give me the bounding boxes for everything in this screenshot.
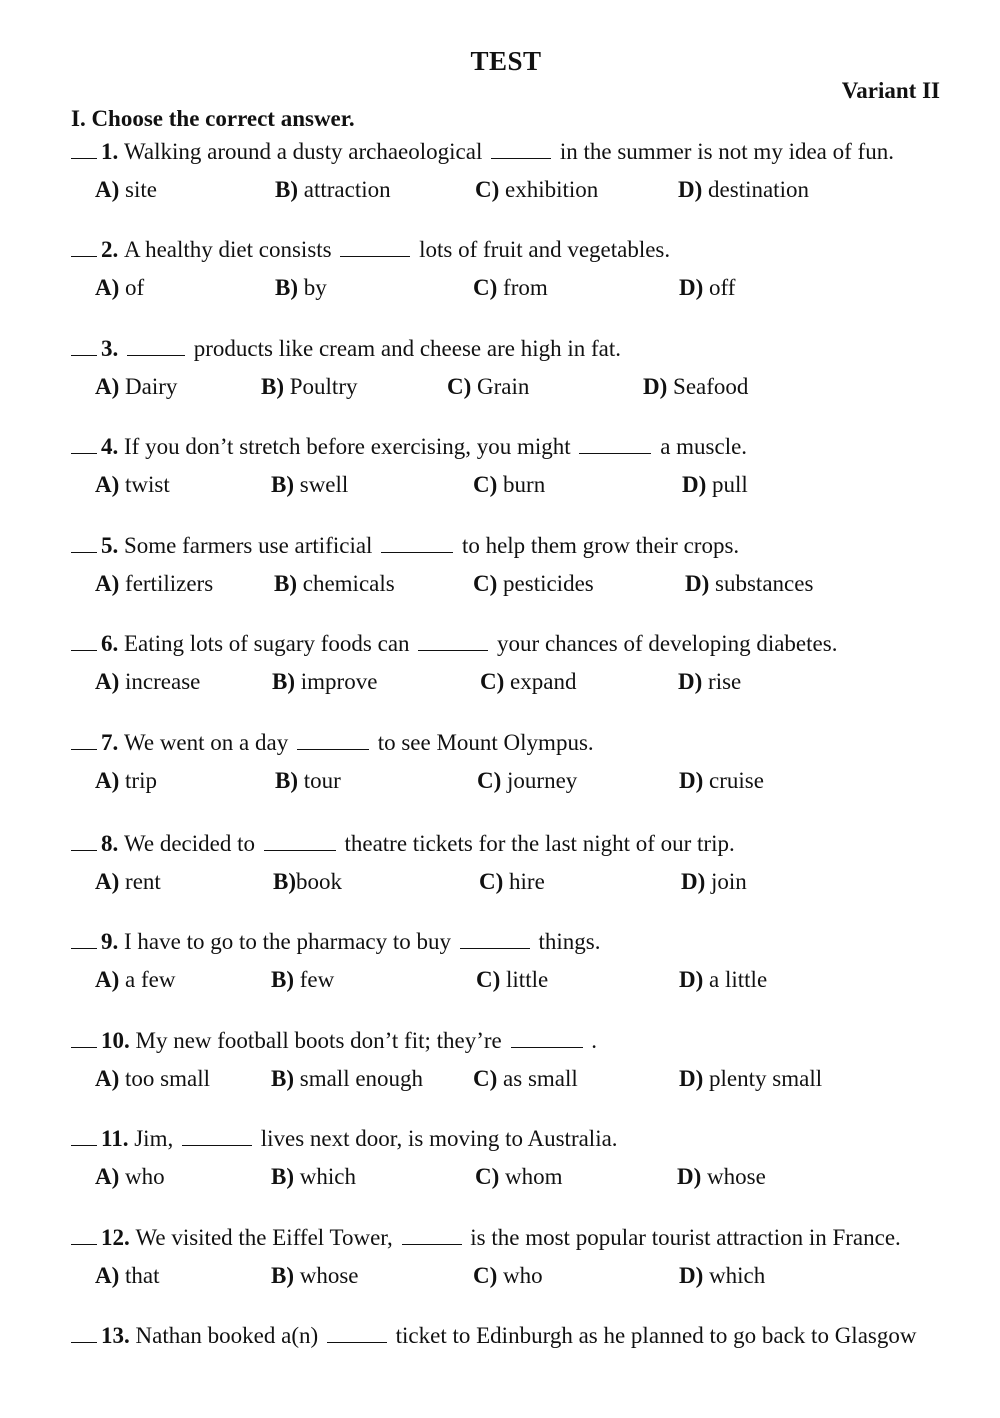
option-letter: B): [274, 571, 297, 596]
option-letter: D): [678, 669, 703, 694]
fill-in-gap: [340, 238, 410, 257]
question-12: [71, 1224, 940, 1320]
question-number: 1.: [101, 139, 124, 164]
option-letter: B): [275, 275, 298, 300]
option-text: improve: [295, 669, 378, 694]
option-letter: C): [477, 768, 502, 793]
fill-in-gap: [579, 435, 651, 454]
answer-options: [71, 967, 940, 999]
option-text: plenty small: [703, 1066, 823, 1091]
question-stem: [71, 729, 940, 757]
option-b[interactable]: [271, 472, 348, 498]
option-b[interactable]: [271, 1164, 356, 1190]
option-b[interactable]: [275, 275, 327, 301]
option-letter: A): [95, 472, 120, 497]
question-stem: [71, 830, 940, 858]
option-d[interactable]: [679, 1066, 822, 1092]
option-letter: D): [679, 967, 704, 992]
answer-options: [71, 472, 940, 504]
answer-options: [71, 1263, 940, 1295]
question-text-before: We visited the Eiffel Tower,: [135, 1225, 399, 1250]
question-3: [71, 335, 940, 431]
option-text: off: [703, 275, 736, 300]
option-text: burn: [497, 472, 546, 497]
option-text: destination: [702, 177, 809, 202]
question-text-before: Jim,: [134, 1126, 179, 1151]
question-text-after: theatre tickets for the last night of our trip.: [338, 831, 735, 856]
option-letter: B): [271, 967, 294, 992]
option-text: book: [296, 869, 342, 894]
fill-in-gap: [491, 140, 551, 159]
answer-options: [71, 1066, 940, 1098]
answer-blank[interactable]: [71, 1226, 97, 1245]
option-b[interactable]: [275, 177, 391, 203]
variant-label: Variant II: [841, 78, 940, 103]
question-number: 13.: [101, 1323, 136, 1348]
option-letter: A): [95, 669, 120, 694]
question-number: 11.: [101, 1126, 135, 1151]
option-b[interactable]: [273, 869, 342, 895]
question-number: 9.: [101, 929, 124, 954]
option-letter: C): [473, 571, 498, 596]
answer-options: [71, 869, 940, 901]
question-number: 3.: [101, 336, 124, 361]
fill-in-gap: [297, 731, 369, 750]
question-text-before: We went on a day: [124, 730, 294, 755]
option-letter: B): [271, 1164, 294, 1189]
answer-blank[interactable]: [71, 435, 97, 454]
option-letter: D): [643, 374, 668, 399]
option-text: join: [705, 869, 747, 894]
question-text-before: I have to go to the pharmacy to buy: [124, 929, 457, 954]
option-text: from: [497, 275, 548, 300]
question-stem: [71, 138, 940, 166]
option-text: little: [500, 967, 549, 992]
question-4: [71, 433, 940, 529]
option-letter: D): [679, 768, 704, 793]
answer-options: [71, 275, 940, 307]
question-stem: [71, 1224, 940, 1252]
question-8: [71, 830, 940, 926]
answer-blank[interactable]: [71, 832, 97, 851]
option-text: site: [119, 177, 157, 202]
answer-options: [71, 669, 940, 701]
option-text: expand: [504, 669, 577, 694]
option-text: a few: [119, 967, 176, 992]
question-text-before: Eating lots of sugary foods can: [124, 631, 416, 656]
answer-options: [71, 374, 940, 406]
fill-in-gap: [418, 632, 488, 651]
option-c[interactable]: [475, 177, 598, 203]
answer-blank[interactable]: [71, 731, 97, 750]
option-text: which: [294, 1164, 356, 1189]
question-7: [71, 729, 940, 825]
option-text: Seafood: [667, 374, 749, 399]
option-b[interactable]: [271, 1066, 423, 1092]
option-a[interactable]: [95, 571, 213, 597]
answer-blank[interactable]: [71, 632, 97, 651]
option-text: who: [497, 1263, 543, 1288]
fill-in-gap: [511, 1029, 583, 1048]
option-text: hire: [503, 869, 545, 894]
option-text: twist: [119, 472, 170, 497]
option-text: tour: [298, 768, 341, 793]
option-text: rent: [119, 869, 161, 894]
option-text: which: [703, 1263, 766, 1288]
option-c[interactable]: [447, 374, 529, 400]
option-letter: C): [473, 1066, 498, 1091]
question-text-after: things.: [532, 929, 601, 954]
option-b[interactable]: [271, 1263, 359, 1289]
answer-blank[interactable]: [71, 1324, 97, 1343]
question-text-before: If you don’t stretch before exercising, you might: [124, 434, 577, 459]
fill-in-gap: [264, 832, 336, 851]
option-letter: B): [272, 669, 295, 694]
question-number: 5.: [101, 533, 124, 558]
option-text: journey: [501, 768, 578, 793]
option-text: whose: [701, 1164, 766, 1189]
option-d[interactable]: [643, 374, 748, 400]
question-text-after: to help them grow their crops.: [456, 533, 740, 558]
option-d[interactable]: [679, 768, 764, 794]
test-title: TEST: [470, 46, 542, 76]
question-stem: [71, 532, 940, 560]
option-c[interactable]: [475, 1164, 563, 1190]
option-text: substances: [709, 571, 814, 596]
option-letter: A): [95, 1263, 120, 1288]
option-letter: B): [271, 1066, 294, 1091]
option-letter: A): [95, 869, 120, 894]
option-c[interactable]: [477, 768, 577, 794]
option-a[interactable]: [95, 1263, 160, 1289]
question-text-after: lives next door, is moving to Australia.: [254, 1126, 618, 1151]
question-stem: [71, 1322, 940, 1350]
option-a[interactable]: [95, 669, 200, 695]
option-text: whom: [499, 1164, 563, 1189]
option-letter: C): [473, 1263, 498, 1288]
option-b[interactable]: [275, 768, 341, 794]
question-5: [71, 532, 940, 628]
fill-in-gap: [460, 930, 530, 949]
answer-options: [71, 571, 940, 603]
question-text-before: Some farmers use artificial: [124, 533, 379, 558]
question-text-after: to see Mount Olympus.: [371, 730, 594, 755]
option-letter: B): [273, 869, 296, 894]
question-text-before: My new football boots don’t fit; they’re: [135, 1028, 508, 1053]
question-stem: [71, 1125, 940, 1153]
question-number: 4.: [101, 434, 124, 459]
question-stem: [71, 236, 940, 264]
question-number: 2.: [101, 237, 124, 262]
option-text: swell: [294, 472, 349, 497]
option-letter: A): [95, 1066, 120, 1091]
question-text-after: lots of fruit and vegetables.: [413, 237, 671, 262]
question-text-after: products like cream and cheese are high in fat.: [188, 336, 621, 361]
answer-blank[interactable]: [71, 534, 97, 553]
option-text: as small: [497, 1066, 578, 1091]
question-1: [71, 138, 940, 234]
fill-in-gap: [402, 1226, 462, 1245]
option-letter: A): [95, 571, 120, 596]
option-letter: D): [677, 1164, 702, 1189]
fill-in-gap: [327, 1324, 387, 1343]
option-letter: C): [473, 472, 498, 497]
option-letter: C): [473, 275, 498, 300]
option-letter: B): [275, 768, 298, 793]
option-letter: C): [475, 177, 500, 202]
option-text: Grain: [471, 374, 530, 399]
question-text-after: is the most popular tourist attraction in France.: [464, 1225, 901, 1250]
option-c[interactable]: [473, 275, 548, 301]
option-b[interactable]: [261, 374, 357, 400]
option-a[interactable]: [95, 275, 144, 301]
question-text-before: Nathan booked a(n): [135, 1323, 324, 1348]
option-text: rise: [702, 669, 742, 694]
option-letter: A): [95, 275, 120, 300]
option-c[interactable]: [479, 869, 545, 895]
option-text: small enough: [294, 1066, 424, 1091]
option-letter: D): [685, 571, 710, 596]
question-number: 7.: [101, 730, 124, 755]
question-text-before: Walking around a dusty archaeological: [124, 139, 489, 164]
option-letter: D): [679, 1066, 704, 1091]
option-a[interactable]: [95, 472, 170, 498]
option-d[interactable]: [685, 571, 813, 597]
question-13: [71, 1322, 940, 1418]
question-text-before: We decided to: [124, 831, 261, 856]
option-d[interactable]: [679, 1263, 765, 1289]
question-stem: [71, 928, 940, 956]
option-letter: D): [682, 472, 707, 497]
option-text: Dairy: [119, 374, 178, 399]
option-a[interactable]: [95, 1066, 210, 1092]
option-a[interactable]: [95, 768, 157, 794]
question-text-after: ticket to Edinburgh as he planned to go back to Glasgow: [389, 1323, 917, 1348]
fill-in-gap: [182, 1127, 252, 1146]
option-letter: B): [261, 374, 284, 399]
option-d[interactable]: [679, 275, 735, 301]
option-a[interactable]: [95, 374, 177, 400]
option-text: a little: [703, 967, 768, 992]
answer-blank[interactable]: [71, 1127, 97, 1146]
question-number: 10.: [101, 1028, 136, 1053]
question-6: [71, 630, 940, 726]
question-number: 6.: [101, 631, 124, 656]
answer-options: [71, 1164, 940, 1196]
question-text-after: in the summer is not my idea of fun.: [554, 139, 894, 164]
answer-blank[interactable]: [71, 238, 97, 257]
option-text: fertilizers: [119, 571, 214, 596]
question-2: [71, 236, 940, 332]
option-text: by: [298, 275, 327, 300]
option-text: whose: [294, 1263, 359, 1288]
option-letter: D): [678, 177, 703, 202]
option-c[interactable]: [473, 1263, 543, 1289]
option-letter: B): [271, 472, 294, 497]
option-text: pull: [706, 472, 748, 497]
option-text: exhibition: [499, 177, 599, 202]
option-letter: C): [475, 1164, 500, 1189]
option-d[interactable]: [681, 869, 747, 895]
option-text: few: [294, 967, 335, 992]
option-text: increase: [119, 669, 201, 694]
section-heading: I. Choose the correct answer.: [71, 106, 355, 131]
option-text: attraction: [298, 177, 391, 202]
option-letter: B): [275, 177, 298, 202]
option-letter: A): [95, 177, 120, 202]
option-b[interactable]: [272, 669, 377, 695]
option-letter: C): [479, 869, 504, 894]
option-letter: C): [480, 669, 505, 694]
question-text-after: a muscle.: [654, 434, 748, 459]
option-c[interactable]: [473, 1066, 578, 1092]
option-letter: D): [679, 275, 704, 300]
option-text: cruise: [703, 768, 764, 793]
option-letter: D): [679, 1263, 704, 1288]
question-stem: [71, 433, 940, 461]
answer-blank[interactable]: [71, 337, 97, 356]
option-d[interactable]: [682, 472, 748, 498]
question-11: [71, 1125, 940, 1221]
question-number: 8.: [101, 831, 124, 856]
option-letter: B): [271, 1263, 294, 1288]
option-text: who: [119, 1164, 165, 1189]
option-text: that: [119, 1263, 160, 1288]
option-c[interactable]: [473, 472, 545, 498]
option-letter: A): [95, 374, 120, 399]
option-letter: A): [95, 967, 120, 992]
option-a[interactable]: [95, 869, 161, 895]
option-letter: D): [681, 869, 706, 894]
option-letter: C): [476, 967, 501, 992]
fill-in-gap: [381, 534, 453, 553]
question-text-after: .: [585, 1028, 597, 1053]
option-d[interactable]: [678, 669, 741, 695]
option-a[interactable]: [95, 177, 157, 203]
question-stem: [71, 630, 940, 658]
question-stem: [71, 335, 940, 363]
option-b[interactable]: [271, 967, 334, 993]
option-c[interactable]: [476, 967, 548, 993]
option-c[interactable]: [480, 669, 576, 695]
option-a[interactable]: [95, 1164, 165, 1190]
option-d[interactable]: [679, 967, 767, 993]
question-text-after: your chances of developing diabetes.: [491, 631, 838, 656]
option-letter: A): [95, 768, 120, 793]
answer-options: [71, 768, 940, 800]
question-text-before: A healthy diet consists: [124, 237, 338, 262]
option-text: Poultry: [284, 374, 358, 399]
option-b[interactable]: [274, 571, 395, 597]
answer-blank[interactable]: [71, 930, 97, 949]
answer-blank[interactable]: [71, 1029, 97, 1048]
question-10: [71, 1027, 940, 1123]
option-text: chemicals: [297, 571, 395, 596]
option-letter: C): [447, 374, 472, 399]
option-text: trip: [119, 768, 157, 793]
option-text: too small: [119, 1066, 211, 1091]
option-d[interactable]: [678, 177, 809, 203]
option-text: pesticides: [497, 571, 594, 596]
question-stem: [71, 1027, 940, 1055]
fill-in-gap: [127, 337, 185, 356]
answer-blank[interactable]: [71, 140, 97, 159]
option-c[interactable]: [473, 571, 594, 597]
option-d[interactable]: [677, 1164, 766, 1190]
option-text: of: [119, 275, 145, 300]
answer-options: [71, 177, 940, 209]
option-a[interactable]: [95, 967, 175, 993]
question-9: [71, 928, 940, 1024]
question-number: 12.: [101, 1225, 136, 1250]
option-letter: A): [95, 1164, 120, 1189]
